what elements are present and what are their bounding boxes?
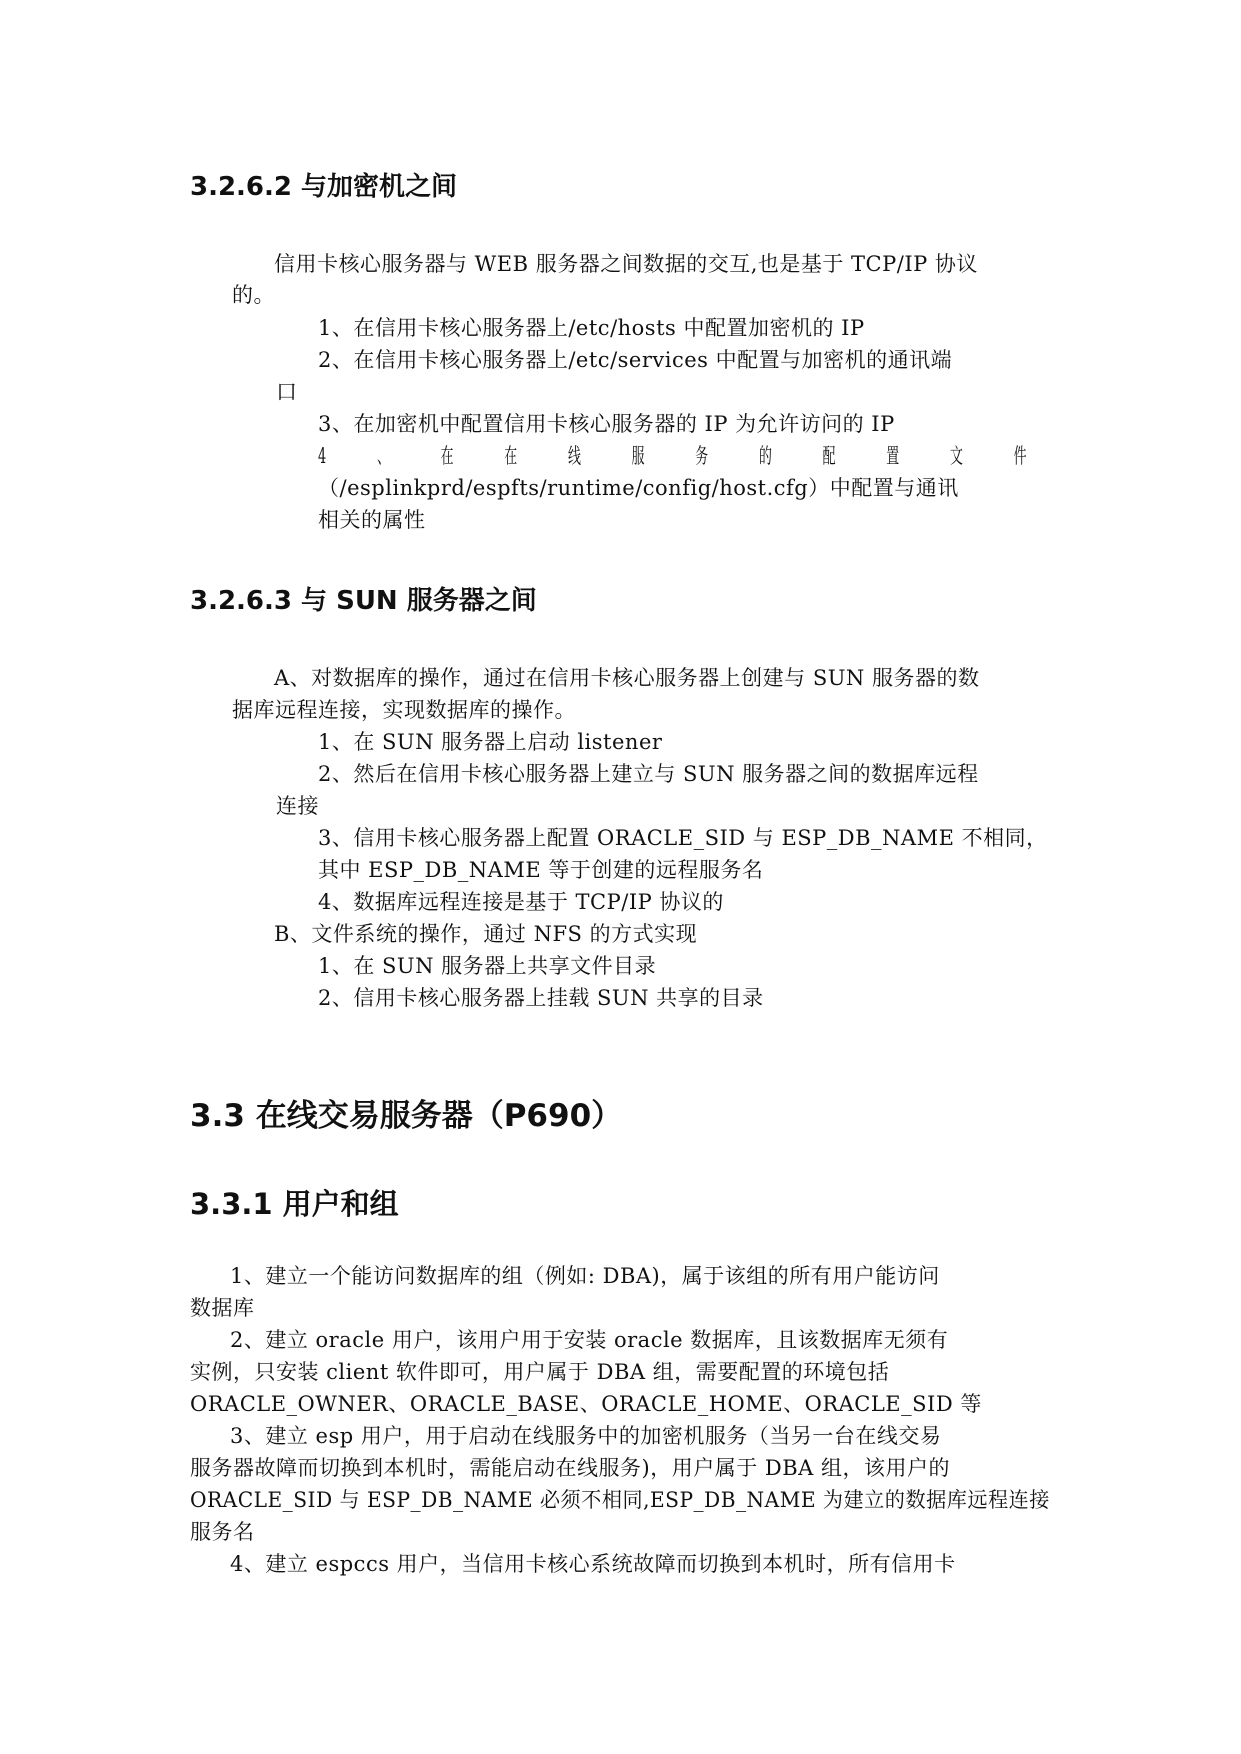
paragraph-line: ORACLE_OWNER、ORACLE_BASE、ORACLE_HOME、ORACLE_SID 等: [190, 1392, 982, 1416]
paragraph-line: 服务器故障而切换到本机时，需能启动在线服务)，用户属于 DBA 组，该用户的: [190, 1456, 950, 1480]
list-item-continuation: 其中 ESP_DB_NAME 等于创建的远程服务名: [318, 858, 764, 882]
paragraph-line: ORACLE_SID 与 ESP_DB_NAME 必须不相同,ESP_DB_NAME 为建立的数据库远程连接: [190, 1488, 1050, 1512]
list-item: 3、在加密机中配置信用卡核心服务器的 IP 为允许访问的 IP: [318, 412, 895, 436]
paragraph-line: 1、建立一个能访问数据库的组（例如: DBA)，属于该组的所有用户能访问: [230, 1264, 940, 1288]
list-item-continuation: 相关的属性: [318, 508, 426, 532]
list-item-continuation: 口: [276, 380, 298, 404]
list-item: 1、在 SUN 服务器上共享文件目录: [318, 954, 657, 978]
paragraph-line: 数据库: [190, 1296, 255, 1320]
paragraph-line: 信用卡核心服务器与 WEB 服务器之间数据的交互,也是基于 TCP/IP 协议: [274, 252, 978, 276]
paragraph-line: 4、建立 espccs 用户，当信用卡核心系统故障而切换到本机时，所有信用卡: [230, 1552, 956, 1576]
list-item: 2、然后在信用卡核心服务器上建立与 SUN 服务器之间的数据库远程: [318, 762, 979, 786]
paragraph-line: 实例，只安装 client 软件即可，用户属于 DBA 组，需要配置的环境包括: [190, 1360, 890, 1384]
paragraph-line: B、文件系统的操作，通过 NFS 的方式实现: [274, 922, 698, 946]
paragraph-line: 2、建立 oracle 用户，该用户用于安装 oracle 数据库，且该数据库无须有: [230, 1328, 949, 1352]
section-heading-3-3: 3.3 在线交易服务器（P690）: [190, 1098, 623, 1134]
list-item: 2、信用卡核心服务器上挂载 SUN 共享的目录: [318, 986, 764, 1010]
list-item: 1、在 SUN 服务器上启动 listener: [318, 730, 663, 754]
paragraph-line: 据库远程连接，实现数据库的操作。: [232, 698, 576, 722]
list-item-continuation: 连接: [276, 794, 319, 818]
section-heading-3-2-6-3: 3.2.6.3 与 SUN 服务器之间: [190, 586, 537, 616]
paragraph-line: 的。: [232, 283, 275, 307]
paragraph-line: 服务名: [190, 1520, 255, 1544]
list-item-continuation: （/esplinkprd/espfts/runtime/config/host.cfg）中配置与通讯: [318, 476, 959, 500]
list-item: 4 、 在 在 线 服 务 的 配 置 文 件: [318, 444, 1050, 468]
list-item: 3、信用卡核心服务器上配置 ORACLE_SID 与 ESP_DB_NAME 不相同，: [318, 826, 1048, 850]
paragraph-line: 3、建立 esp 用户，用于启动在线服务中的加密机服务（当另一台在线交易: [230, 1424, 942, 1448]
paragraph-line: A、对数据库的操作，通过在信用卡核心服务器上创建与 SUN 服务器的数: [274, 666, 980, 690]
list-item: 4、数据库远程连接是基于 TCP/IP 协议的: [318, 890, 724, 914]
list-item: 2、在信用卡核心服务器上/etc/services 中配置与加密机的通讯端: [318, 348, 953, 372]
section-heading-3-3-1: 3.3.1 用户和组: [190, 1187, 399, 1221]
list-item: 1、在信用卡核心服务器上/etc/hosts 中配置加密机的 IP: [318, 316, 865, 340]
section-heading-3-2-6-2: 3.2.6.2 与加密机之间: [190, 172, 458, 202]
